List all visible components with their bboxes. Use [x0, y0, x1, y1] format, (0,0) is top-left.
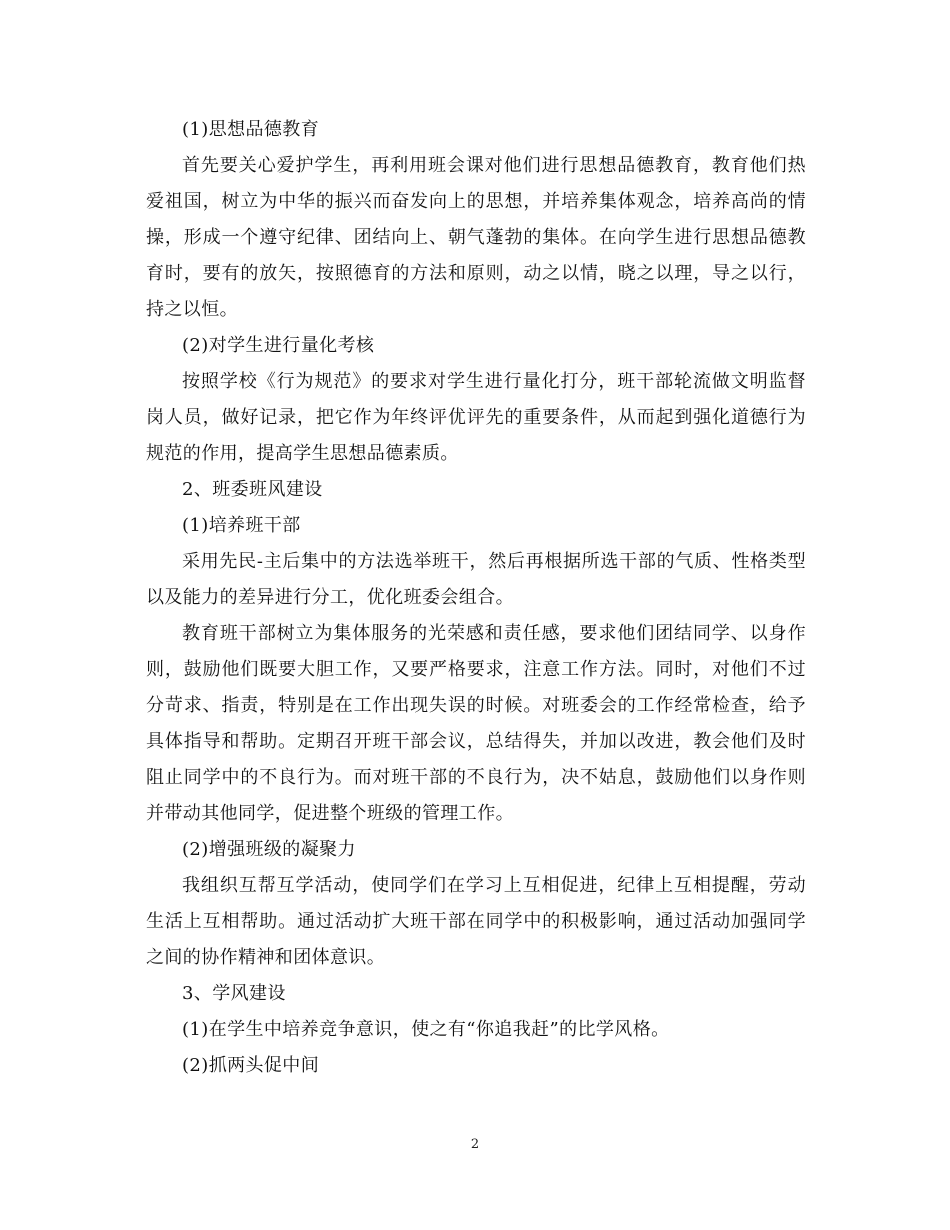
subheading-quantitative-assessment: (2)对学生进行量化考核: [182, 335, 375, 356]
list-item-competition: (1)在学生中培养竞争意识，使之有“你追我赶”的比学风格。: [182, 1019, 670, 1040]
subheading-train-class-cadres: (1)培养班干部: [182, 515, 301, 536]
section-heading-study-style: 3、学风建设: [182, 983, 286, 1004]
paragraph-cohesion: 我组织互帮互学活动，使同学们在学习上互相促进，纪律上互相提醒，劳动生活上互相帮助。通过活动扩大班干部在同学中的积极影响，通过活动加强同学之间的协作精神和团体意识。: [146, 875, 806, 968]
paragraph-election: 采用先民-主后集中的方法选举班干，然后再根据所选干部的气质、性格类型以及能力的差异进行分工，优化班委会组合。: [146, 551, 806, 608]
paragraph-cadre-education: 教育班干部树立为集体服务的光荣感和责任感，要求他们团结同学、以身作则，鼓励他们既要大胆工作，又要严格要求，注意工作方法。同时，对他们不过分苛求、指责，特别是在工作出现失误的时候。对班委会的工作经常检查，给予具体指导和帮助。定期召开班干部会议，总结得失，并加以改进，教会他们及时阻止同学中的不良行为。而对班干部的不良行为，决不姑息，鼓励他们以身作则并带动其他同学，促进整个班级的管理工作。: [146, 623, 806, 824]
subheading-cohesion: (2)增强班级的凝聚力: [182, 839, 356, 860]
paragraph-quantitative-assessment: 按照学校《行为规范》的要求对学生进行量化打分，班干部轮流做文明监督岗人员，做好记录，把它作为年终评优评先的重要条件，从而起到强化道德行为规范的作用，提高学生思想品德素质。: [146, 371, 806, 464]
page-number: 2: [470, 1137, 480, 1152]
document-body: [146, 112, 806, 1084]
subheading-moral-education: (1)思想品德教育: [182, 119, 320, 140]
list-item-both-ends: (2)抓两头促中间: [182, 1055, 320, 1076]
section-heading-class-committee: 2、班委班风建设: [182, 479, 323, 500]
paragraph-moral-education: 首先要关心爱护学生，再利用班会课对他们进行思想品德教育，教育他们热爱祖国，树立为中华的振兴而奋发向上的思想，并培养集体观念，培养高尚的情操，形成一个遵守纪律、团结向上、朝气蓬勃的集体。在向学生进行思想品德教育时，要有的放矢，按照德育的方法和原则，动之以情，晓之以理，导之以行，持之以恒。: [146, 155, 806, 320]
